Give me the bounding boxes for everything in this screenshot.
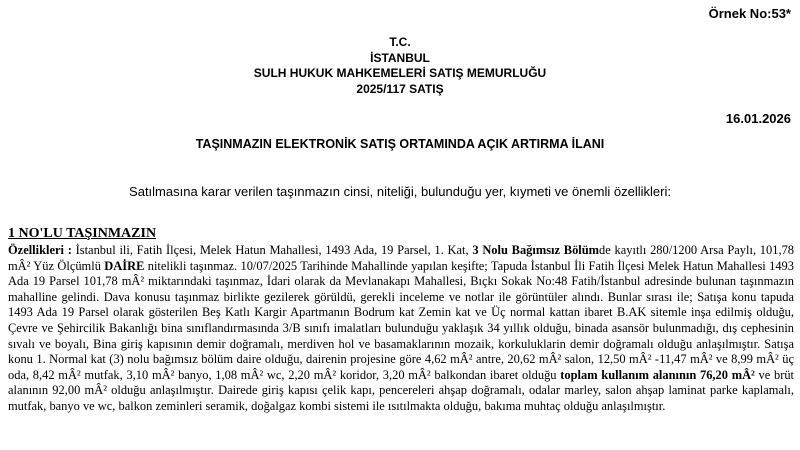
sample-number: Örnek No:53* [708,6,791,21]
desc-bold-area: toplam kullanım alanının 76,20 mÂ² [560,367,755,382]
announcement-title: TAŞINMAZIN ELEKTRONİK SATIŞ ORTAMINDA AÇIK ARTIRMA İLANI [195,137,605,151]
court-header [0,35,800,97]
features-label: Özellikleri : [8,243,72,257]
section-title: 1 NO'LU TAŞINMAZIN [8,226,157,241]
desc-bold-type: DAİRE [104,258,145,273]
desc-seg-2: de kayıtlı 280/1200 Arsa Paylı, 101,78 mÂ² Yüz Ölçümlü [8,243,795,273]
property-description [8,243,794,415]
header-line-file-no: 2025/117 SATIŞ [356,81,444,96]
header-line-office: SULH HUKUK MAHKEMELERİ SATIŞ MEMURLUĞU [253,66,547,80]
desc-seg-4: ve brüt alanının 92,00 mÂ² olduğu anlaşılmıştır. Dairede giriş kapısı çelik kapı, pencereleri ahşap doğramalı, odalar marley, salon ahşap laminat parke kaplamalı, mutfak, banyo ve wc, balkon zeminleri seramik, doğalgaz kombi sistemi ile ısıtılmakta olduğu, bakıma muhtaç olduğu anlaşılmıştır. [8,367,795,413]
intro-text: Satılmasına karar verilen taşınmazın cinsi, niteliği, bulunduğu yer, kıymeti ve önemli özellikleri: [129,184,671,199]
desc-seg-3: nitelikli taşınmaz. 10/07/2025 Tarihinde Mahallinde yapılan keşifte; Tapuda İstanbul İli Fatih İlçesi Melek Hatun Mahallesi 1493 Ada 19 Parsel 101,78 mÂ² miktarındaki taşınmaz, İdari olarak da Mevlanakapı Mahallesi, Bıçkı Sokak No:48 Fatih/İstanbul adresinde bulunan taşınmazın mahalline gelindi. Dava konusu taşınmaz birlikte gezilerek görüldü, gerekli inceleme ve notlar ile görüntüler alındı. Bunlar sırası ile; Satışa konu tapuda 1493 Ada 19 Parsel olarak gösterilen Beş Katlı Kargir Apartmanın Bodrum kat Zemin kat ve Üç normal kattan ibaret B.AK sitemle inşa edilmiş olduğu, Çevre ve Şehircilik Bakanlığı bina sınıflandırmasında 3/B sınıfı imalatları bulunduğu yaklaşık 34 yıllık olduğu, binada asansör bulunmadığı, dış cephesinin sıvalı ve boyalı, Bina giriş kapısının demir doğramalı, merdiven hol ve basamaklarının mozaik, korkuluklarin demir doğramalı olduğu anlaşılmıştır. Satışa konu 1. Normal kat (3) nolu bağımsız bölüm daire olduğu, dairenin projesine göre 4,62 mÂ² antre, 20,62 mÂ² salon, 12,50 mÂ² -11,47 mÂ² ve 8,99 mÂ² üç oda, 8,42 mÂ² mutfak, 3,10 mÂ² banyo, 1,08 mÂ² wc, 2,20 mÂ² koridor, 3,20 mÂ² balkondan ibaret olduğu [8,258,794,382]
desc-bold-unit: 3 Nolu Bağımsız Bölüm [472,243,600,257]
header-line-city: İSTANBUL [370,50,430,65]
announcement-date: 16.01.2026 [725,111,791,126]
desc-seg-1: İstanbul ili, Fatih İlçesi, Melek Hatun Mahallesi, 1493 Ada, 19 Parsel, 1. Kat, [71,243,473,257]
header-line-tc: T.C. [389,35,411,49]
